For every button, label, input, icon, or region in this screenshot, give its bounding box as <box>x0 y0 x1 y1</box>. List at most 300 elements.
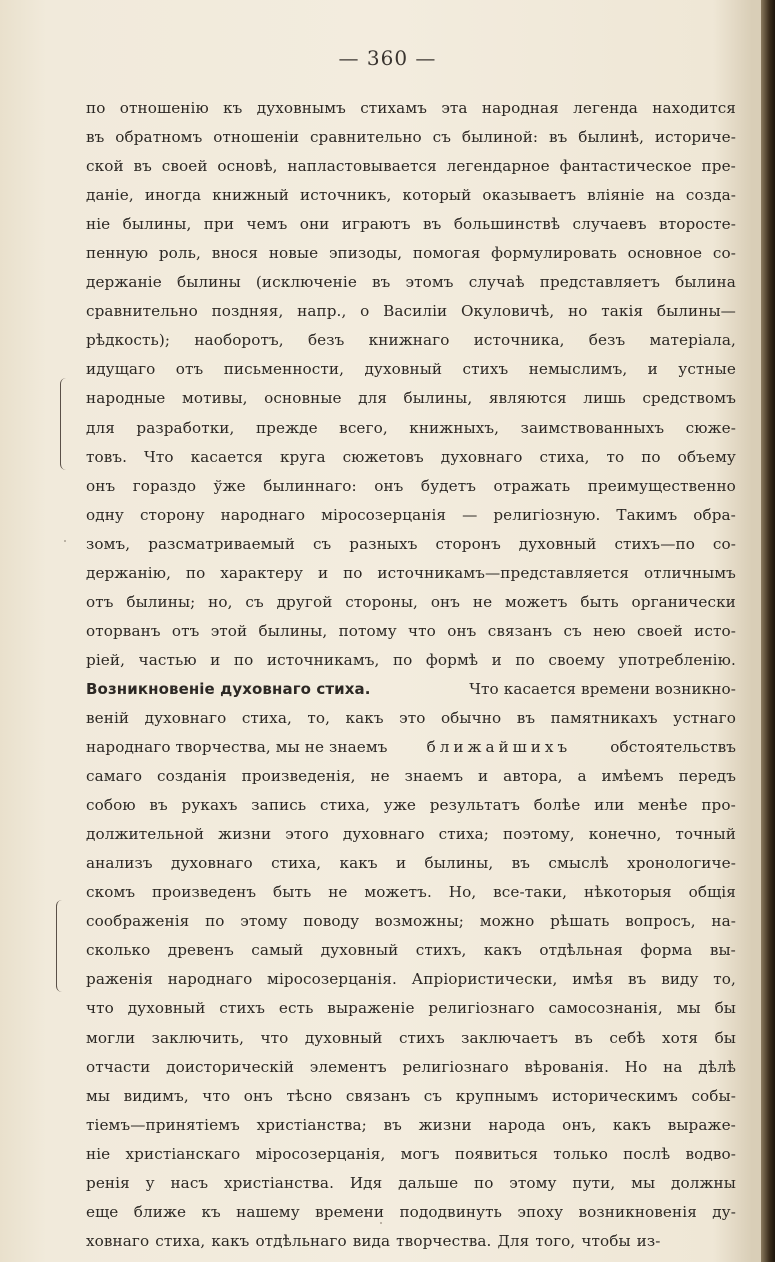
text-line <box>86 210 736 239</box>
word: и <box>478 767 489 786</box>
word: новые <box>268 244 319 263</box>
word: на <box>655 186 675 205</box>
word: устные <box>678 360 736 379</box>
text-line <box>86 820 736 849</box>
word: одну <box>86 505 124 524</box>
word: болѣе <box>533 796 581 815</box>
word: послѣ <box>623 1144 671 1163</box>
word: стихъ <box>398 1028 445 1047</box>
word: этому <box>509 1173 557 1192</box>
word: обратномъ <box>115 128 203 147</box>
word: могли <box>86 1028 136 1047</box>
word: средствомъ <box>642 389 736 408</box>
word: міросозерцанія <box>321 505 447 524</box>
word: своей <box>637 621 683 640</box>
word: держаніе <box>86 273 162 292</box>
text-line-fragment: обстоятельствъ <box>610 738 736 757</box>
text-line <box>86 1111 736 1140</box>
word: сравнительно <box>86 302 198 321</box>
word: фантастическое <box>559 157 692 176</box>
text-line <box>86 617 736 646</box>
word: отдѣльная <box>539 941 623 960</box>
word: вліяніе <box>587 186 645 205</box>
word: и <box>395 854 407 873</box>
text-line-with-spaced-word <box>86 733 736 762</box>
word: безъ <box>307 331 345 350</box>
word: былины— <box>656 302 736 321</box>
word: жизни <box>218 825 272 844</box>
word: результатъ <box>429 796 521 815</box>
word: формѣ <box>425 650 479 669</box>
word: насъ <box>170 1173 209 1192</box>
text-line <box>86 1227 736 1256</box>
word: будетъ <box>420 476 476 495</box>
word: сюже- <box>685 418 736 437</box>
word: былины, <box>122 215 192 234</box>
body-text <box>86 94 736 1256</box>
word: автора, <box>503 767 563 786</box>
word: должительной <box>86 825 205 844</box>
word: ніе <box>86 1144 111 1163</box>
word: поэтому, <box>503 825 575 844</box>
word: бы <box>714 1028 736 1047</box>
word: только <box>553 1144 608 1163</box>
word: такія <box>601 302 644 321</box>
word: имѣемъ <box>601 767 664 786</box>
word: народнаго <box>220 505 306 524</box>
word: древенъ <box>167 941 234 960</box>
word: отличнымъ <box>643 563 736 582</box>
word: отчасти <box>86 1057 151 1076</box>
word: нею <box>593 621 626 640</box>
word: дѣлѣ <box>698 1057 736 1076</box>
word: онъ <box>374 476 404 495</box>
word: возникновенія <box>578 1202 697 1221</box>
word: напластовывается <box>287 157 437 176</box>
text-line <box>86 965 736 994</box>
word: Апріористически, <box>411 970 558 989</box>
text-line <box>86 297 736 326</box>
word: былина <box>675 273 736 292</box>
word: стиха, <box>271 854 322 873</box>
word: оторванъ <box>86 621 161 640</box>
word: себѣ <box>609 1028 646 1047</box>
text-line <box>86 936 736 965</box>
word: то, <box>307 708 331 727</box>
word: онъ <box>86 476 116 495</box>
word: случаѣ <box>468 273 525 292</box>
word: объему <box>677 447 736 466</box>
text-line <box>86 1024 736 1053</box>
paper-speck <box>64 540 66 542</box>
word: книжныхъ, <box>409 418 500 437</box>
word: конечно, <box>588 825 662 844</box>
word: быть <box>273 883 312 902</box>
word: какъ <box>345 708 384 727</box>
word: помогая <box>412 244 481 263</box>
text-line <box>86 414 736 443</box>
word: пути, <box>572 1173 616 1192</box>
word: держанію, <box>86 563 172 582</box>
word: связанъ <box>345 1086 411 1105</box>
word: исто- <box>694 621 736 640</box>
word: про- <box>701 796 736 815</box>
word: веній <box>86 708 130 727</box>
word: мотивы, <box>181 389 248 408</box>
text-line <box>86 152 736 181</box>
word: пре- <box>701 157 736 176</box>
word: Такимъ <box>616 505 678 524</box>
word: источника, <box>473 331 565 350</box>
word: міросозерцанія, <box>255 1144 386 1163</box>
word: того, <box>535 1231 576 1250</box>
word: собою <box>86 796 136 815</box>
word: точный <box>675 825 736 844</box>
word: сторону <box>139 505 205 524</box>
word: элементъ <box>309 1057 387 1076</box>
word: представляетъ <box>539 273 661 292</box>
word: что <box>408 621 436 640</box>
word: въ <box>574 1028 593 1047</box>
word: былины, <box>403 389 473 408</box>
word: по <box>205 912 225 931</box>
word: у <box>145 1173 155 1192</box>
word: немыслимъ, <box>528 360 628 379</box>
word: при <box>203 215 235 234</box>
word: общія <box>688 883 736 902</box>
word: менѣе <box>638 796 688 815</box>
word: уже <box>383 796 416 815</box>
word: въ <box>149 796 168 815</box>
word: анализъ <box>86 854 153 873</box>
word: стиха, <box>155 1231 206 1250</box>
word: духовный <box>304 1028 383 1047</box>
word: вѣрованія. <box>524 1057 610 1076</box>
word: дальше <box>398 1173 459 1192</box>
word: отношеніи <box>213 128 300 147</box>
word: ренія <box>86 1173 130 1192</box>
word: что <box>86 999 114 1018</box>
word: касается <box>190 447 263 466</box>
word: товъ. <box>86 447 128 466</box>
word: нѣкоторыя <box>583 883 672 902</box>
word: источникамъ—представляется <box>377 563 630 582</box>
word: — <box>462 505 478 524</box>
text-line <box>86 355 736 384</box>
word: характеру <box>220 563 304 582</box>
word: устнаго <box>673 708 736 727</box>
word: чемъ <box>246 215 288 234</box>
text-line <box>86 268 736 297</box>
word: былины, <box>424 854 494 873</box>
word: выраженіе <box>327 999 415 1018</box>
text-line <box>86 762 736 791</box>
word: роль, <box>158 244 201 263</box>
word: сюжетовъ <box>342 447 424 466</box>
word: духовный <box>320 941 399 960</box>
spaced-emphasis-word: ближайшихъ <box>426 738 572 757</box>
word: поводу <box>303 912 360 931</box>
word: стиха, <box>241 708 292 727</box>
text-line <box>86 559 736 588</box>
word: иногда <box>144 186 202 205</box>
word: смыслѣ <box>548 854 609 873</box>
word: Окуловичѣ, <box>460 302 555 321</box>
word: крупнымъ <box>455 1086 539 1105</box>
word: христіанства. <box>224 1173 335 1192</box>
word: нашему <box>236 1202 300 1221</box>
word: духовнаго <box>342 825 425 844</box>
word: то, <box>713 970 736 989</box>
word: былиной: <box>461 128 539 147</box>
word: частью <box>138 650 197 669</box>
word: заключить, <box>151 1028 245 1047</box>
word: стиха, <box>539 447 590 466</box>
word: народнаго <box>167 970 253 989</box>
word: самаго <box>86 767 143 786</box>
word: ду- <box>712 1202 736 1221</box>
word: онъ <box>447 621 477 640</box>
word: въ <box>516 708 536 727</box>
word: произведенія, <box>241 767 356 786</box>
word: мы <box>676 999 701 1018</box>
margin-pencil-mark <box>56 900 63 992</box>
word: Но <box>624 1057 648 1076</box>
word: въ <box>133 157 152 176</box>
word: появиться <box>454 1144 539 1163</box>
word: и <box>317 563 329 582</box>
word: и <box>491 650 502 669</box>
word: книжный <box>212 186 289 205</box>
word: форма <box>640 941 693 960</box>
word: еще <box>86 1202 119 1221</box>
word: не <box>328 883 348 902</box>
word: но, <box>208 592 233 611</box>
word: этому <box>240 912 288 931</box>
word: народные <box>86 389 166 408</box>
margin-pencil-mark <box>60 378 67 470</box>
word: можно <box>479 912 535 931</box>
word: былиннаго: <box>263 476 357 495</box>
word: эпоху <box>517 1202 564 1221</box>
word: отъ <box>175 360 204 379</box>
word: быть <box>580 592 619 611</box>
word: сторонъ <box>435 534 501 553</box>
word: народная <box>481 99 559 117</box>
word: то <box>606 447 625 466</box>
word: былины <box>176 273 241 292</box>
word: скомъ <box>86 883 136 902</box>
word: къ <box>223 99 243 117</box>
word: наоборотъ, <box>194 331 284 350</box>
word: видимъ, <box>123 1086 189 1105</box>
word: самый <box>251 941 304 960</box>
word: но <box>568 302 588 321</box>
word: основное <box>627 244 703 263</box>
word: на <box>663 1057 683 1076</box>
word: легендарное <box>446 157 550 176</box>
word: стихъ—по <box>614 534 695 553</box>
word: матеріала, <box>649 331 736 350</box>
word: о <box>360 302 370 321</box>
word: письменности, <box>223 360 345 379</box>
word: по <box>641 447 661 466</box>
word: напр., <box>297 302 347 321</box>
word: большинствѣ <box>453 215 561 234</box>
word: къ <box>201 1202 221 1221</box>
word: по <box>473 1173 494 1192</box>
word: для <box>358 389 388 408</box>
word: находится <box>652 99 736 117</box>
word: духовнаго <box>440 447 523 466</box>
word: виду <box>661 970 699 989</box>
word: передъ <box>678 767 736 786</box>
word: ўже <box>213 476 246 495</box>
word: знаемъ <box>404 767 464 786</box>
text-line <box>86 791 736 820</box>
word: есть <box>278 999 314 1018</box>
word: гораздо <box>132 476 197 495</box>
word: произведенъ <box>151 883 257 902</box>
word: второсте- <box>659 215 736 234</box>
word: запись <box>251 796 307 815</box>
word: что <box>260 1028 289 1047</box>
word: памятникахъ <box>550 708 658 727</box>
word: былины, <box>258 621 328 640</box>
word: оказываетъ <box>482 186 577 205</box>
word: потому <box>338 621 397 640</box>
text-line <box>86 1053 736 1082</box>
word: вы- <box>709 941 736 960</box>
word: все-таки, <box>493 883 568 902</box>
text-line <box>86 1082 736 1111</box>
word: преимущественно <box>587 476 736 495</box>
word: духовнаго <box>144 708 227 727</box>
word: на- <box>711 912 736 931</box>
word: (исключеніе <box>255 273 357 292</box>
word: какъ <box>483 941 522 960</box>
word: собы- <box>691 1086 736 1105</box>
word: хотя <box>662 1028 699 1047</box>
word: въ <box>86 128 105 147</box>
word: отношенію <box>119 99 209 117</box>
text-line <box>86 472 736 501</box>
word: какъ <box>339 854 378 873</box>
text-line <box>86 530 736 559</box>
word: съ <box>312 534 332 553</box>
word: безъ <box>588 331 626 350</box>
word: всего, <box>339 418 388 437</box>
word: источникамъ, <box>266 650 380 669</box>
word: из- <box>636 1231 661 1250</box>
text-line <box>86 849 736 878</box>
word: этой <box>210 621 248 640</box>
text-line <box>86 123 736 152</box>
word: рѣшать <box>550 912 610 931</box>
word: въ <box>511 854 531 873</box>
word: заимствованныхъ <box>520 418 665 437</box>
word: легенда <box>573 99 638 117</box>
word: чтобы <box>581 1231 631 1250</box>
word: возможны; <box>374 912 464 931</box>
word: имѣя <box>572 970 614 989</box>
word: духовный <box>364 360 443 379</box>
word: органически <box>631 592 736 611</box>
word: что <box>202 1086 231 1105</box>
word: выраже- <box>667 1115 736 1134</box>
word: какъ <box>612 1115 652 1134</box>
word: формулировать <box>491 244 617 263</box>
word: должны <box>671 1173 736 1192</box>
word: случаевъ <box>572 215 647 234</box>
word: въ <box>628 970 647 989</box>
word: хронологиче- <box>627 854 736 873</box>
word: пододвинуть <box>399 1202 503 1221</box>
word: по <box>392 650 413 669</box>
word: идущаго <box>86 360 156 379</box>
word: созда- <box>685 186 736 205</box>
word: Что <box>144 447 174 466</box>
word: своему <box>548 650 605 669</box>
word: раженія <box>86 970 153 989</box>
word: стиха; <box>438 825 490 844</box>
word: творчества. <box>396 1231 492 1250</box>
word: былины; <box>126 592 196 611</box>
section-heading-line <box>86 675 736 704</box>
word: а <box>577 767 587 786</box>
word: съ <box>245 592 264 611</box>
text-line <box>86 878 736 907</box>
word: Идя <box>349 1173 383 1192</box>
word: духовнаго <box>171 854 253 873</box>
word: и <box>647 360 658 379</box>
word: отражать <box>493 476 571 495</box>
word: можетъ. <box>364 883 432 902</box>
word: христіанскаго <box>125 1144 241 1163</box>
word: съ <box>563 621 582 640</box>
text-line <box>86 1198 736 1227</box>
word: являются <box>488 389 567 408</box>
page-number: — 360 — <box>338 46 437 70</box>
word: связанъ <box>487 621 553 640</box>
word: онъ <box>243 1086 273 1105</box>
word: употребленію. <box>618 650 736 669</box>
word: ріей, <box>86 650 126 669</box>
word: мы <box>631 1173 656 1192</box>
text-line <box>86 704 736 733</box>
word: въ <box>548 128 568 147</box>
word: Для <box>497 1231 530 1250</box>
word: въ <box>423 215 442 234</box>
word: играютъ <box>341 215 411 234</box>
word: по <box>185 563 206 582</box>
word: это <box>399 708 426 727</box>
word: народа <box>488 1115 546 1134</box>
word: духовнымъ <box>256 99 346 117</box>
text-line <box>86 501 736 530</box>
word: историче- <box>654 128 736 147</box>
word: мы <box>86 1086 111 1105</box>
word: или <box>594 796 625 815</box>
word: ской <box>86 157 124 176</box>
word: для <box>86 418 115 437</box>
word: разсматриваемый <box>148 534 295 553</box>
word: Но, <box>448 883 477 902</box>
word: созданія <box>157 767 227 786</box>
word: какъ <box>211 1231 250 1250</box>
word: отдѣльнаго <box>255 1231 347 1250</box>
text-line <box>86 181 736 210</box>
